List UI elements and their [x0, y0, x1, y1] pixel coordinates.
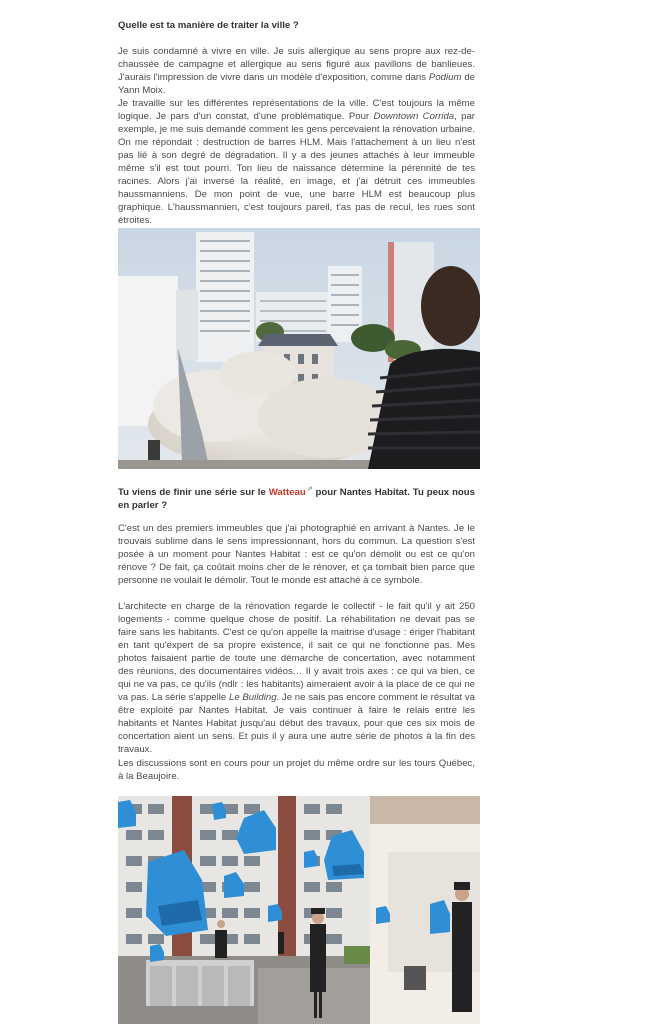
photo-demolition [118, 228, 480, 469]
watteau-link[interactable]: Watteau [268, 487, 306, 499]
question-heading-1: Quelle est ta manière de traiter la ville ? [118, 20, 299, 31]
paragraph-4-text-a: L'architecte en charge de la rénovation regarde le collectif - le fait qu'il y ait 250 logements - comme quelque chose de positif. La réhabilitation ne devait pas se faire sans les habitants. C'est ce qu'on appelle la maitrise d'usage : ériger l'habitant en tant qu'expert de sa propre existence, il sait ce qui ne fonctionne pas. Mes photos faisaient partie de toute une démarche de concertation, avec notamment des réunions, des documentaires vidéos… Il y avait trois axes : ce qui va bien, ce qui ne va pas, ce qu'ils (ndlr : les habitants) aimeraient avoir à la place de ce qui ne va pas. La série s'appelle [118, 601, 475, 703]
paragraph-1-title-podium: Podium [428, 72, 462, 83]
paragraph-2-title-downtown-corrida: Downtown Corrida [373, 111, 455, 122]
paragraph-4-title-le-building: Le Building [228, 692, 277, 703]
question-heading-2 [118, 483, 475, 512]
paragraph-4 [118, 600, 475, 756]
paragraph-4-text-b: . Je ne sais pas encore comment le résultat va être exploité par Nantes Habitat. Je vais continuer à faire le relais entre les habitants et Nantes Habitat jusqu'au début des travaux, pour que ces six mois de concertation aient un sens. Et puis il y aura une autre série de photos à la fin des travaux. [118, 692, 475, 755]
photo-le-building [118, 796, 480, 1024]
paragraph-1-text-b: de Yann Moix. [118, 72, 475, 96]
paragraph-1 [118, 45, 475, 97]
paragraph-2 [118, 97, 475, 227]
paragraph-3: C'est un des premiers immeubles que j'ai photographié en arrivant à Nantes. Je le trouvais sublime dans le sens impressionnant, hors du commun. La question s'est posée à un moment pour Nantes Habitat : est ce qu'on démolit ou est ce qu'on rénove ? De fait, ça coûtait moins cher de le rénover, et ça tombait bien parce que personne ne voulait le démolir. Tout le monde est attaché à ce symbole. [118, 523, 475, 586]
paragraph-1-text-a: Je suis condamné à vivre en ville. Je suis allergique au sens propre aux rez-de-chaussée de campagne et allergique au sens figuré aux pavillons de banlieues. J'aurais l'impression de vivre dans un modèle d'exposition, comme dans [118, 46, 475, 83]
external-link-icon: ↗ [306, 486, 313, 493]
photo-demolition-illustration [118, 228, 480, 469]
question-2-text-a: Tu viens de finir une série sur le [118, 487, 269, 499]
question-2-text-b: pour Nantes Habitat. Tu peux nous en parler ? [118, 487, 475, 512]
photo-le-building-illustration [118, 796, 480, 1024]
paragraph-2-text-b: , par exemple, je me suis demandé comment les gens percevaient la rénovation urbaine. On me répondait : destruction de barres HLM. Mais l'attachement à un lieu n'est pas lié à son degré de dégradation. Il y a des jeunes attachés à leur immeuble même s'il est tout pourri. Ton lieu de naissance détermine la pérennité de tes racines. Alors j'ai inversé la réalité, en image, et j'ai détruit ces immeubles haussmanniens. De mon point de vue, une barre HLM est beaucoup plus graphique. L'haussmannien, c'est toujours pareil, t'as pas de recul, les rues sont étroites. [118, 111, 476, 226]
paragraph-5: Les discussions sont en cours pour un projet du même ordre sur les tours Québec, à la Beaujoire. [118, 758, 475, 782]
paragraph-2-text-a: Je travaille sur les différentes représentations de la ville. C'est toujours la même logique. Je pars d'un constat, d'une problématique. Pour [118, 98, 475, 122]
